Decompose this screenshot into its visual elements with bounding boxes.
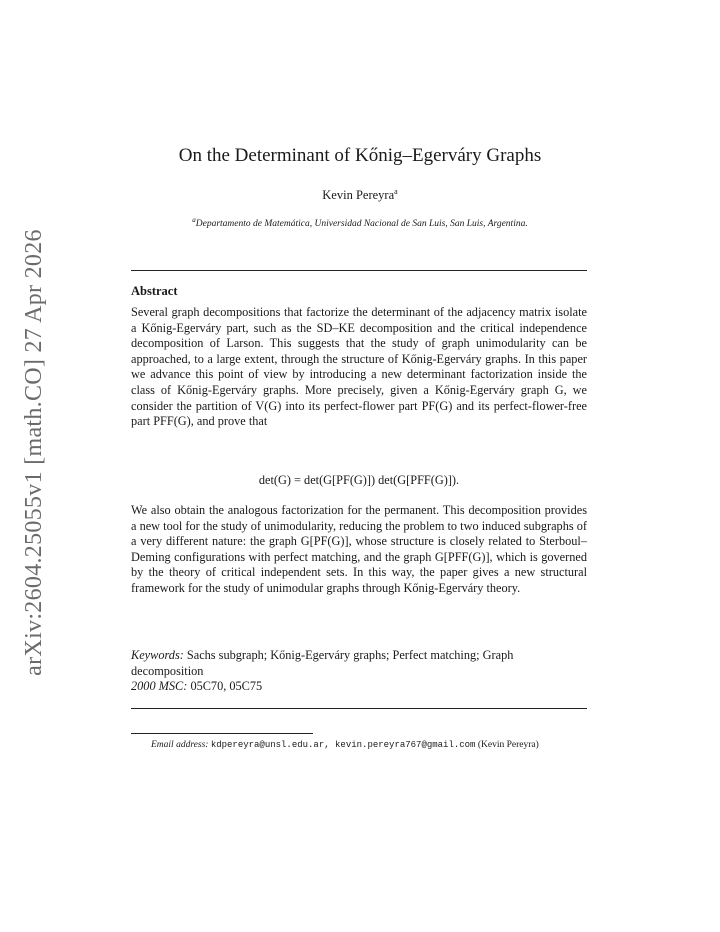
email-label: Email address: [151,740,209,750]
author-affiliation-mark: a [394,187,398,196]
keywords-block [131,648,587,695]
email-owner: (Kevin Pereyra) [477,740,539,750]
affiliation-mark: a [192,216,196,224]
affiliation-text: Departamento de Matemática, Universidad Nacional de San Luis, San Luis, Argentina. [195,219,528,230]
keywords-text: Sachs subgraph; Kőnig-Egerváry graphs; Perfect matching; Graph decomposition [131,648,514,678]
abstract-bottom-rule [131,708,587,709]
affiliation-line [0,216,720,229]
email-addresses[interactable]: kdpereyra@unsl.edu.ar, kevin.pereyra767@gmail.com [210,740,476,750]
abstract-paragraph-1: Several graph decompositions that factorize the determinant of the adjacency matrix isolate a Kőnig-Egerváry part, such as the SD–KE decomposition and the critical independence decomposition of Larson. This suggests that the study of graph unimodularity can be approached, to a large extent, through the structure of Kőnig-Egerváry graphs. In this paper we advance this point of view by introducing a new determinant factorization inside the class of Kőnig-Egerváry graphs. More precisely, given a Kőnig-Egerváry graph G, we consider the partition of V(G) into its perfect-flower part PF(G) and its perfect-flower-free part PFF(G), and prove that [131,305,587,429]
author-line [0,187,720,203]
footnote-rule [131,733,313,734]
keywords-label: Keywords: [131,648,184,662]
abstract-heading: Abstract [131,284,178,298]
paper-title: On the Determinant of Kőnig–Egerváry Graphs [178,145,542,166]
msc-line [131,679,587,695]
msc-label: 2000 MSC: [131,679,188,694]
footnote [131,738,587,752]
abstract-paragraph-2: We also obtain the analogous factorization for the permanent. This decomposition provides a new tool for the study of unimodularity, reducing the problem to two induced subgraphs of a very different nature: the graph G[PF(G)], whose structure is closely related to Sterboul–Deming configurations with perfect matching, and the graph G[PFF(G)], which is governed by the theory of critical independent sets. In this way, the paper gives a new structural framework for the study of unimodular graphs through Kőnig-Egerváry theory. [131,503,587,595]
arxiv-sidebar [14,228,54,676]
msc-text: 05C70, 05C75 [190,679,263,694]
determinant-formula: det(G) = det(G[PF(G)]) det(G[PFF(G)]). [258,473,460,487]
keywords-line [131,648,587,679]
abstract-top-rule [131,270,587,271]
arxiv-identifier: arXiv:2604.25055v1 [math.CO] 27 Apr 2026 [20,228,47,676]
author-name: Kevin Pereyra [322,188,395,203]
